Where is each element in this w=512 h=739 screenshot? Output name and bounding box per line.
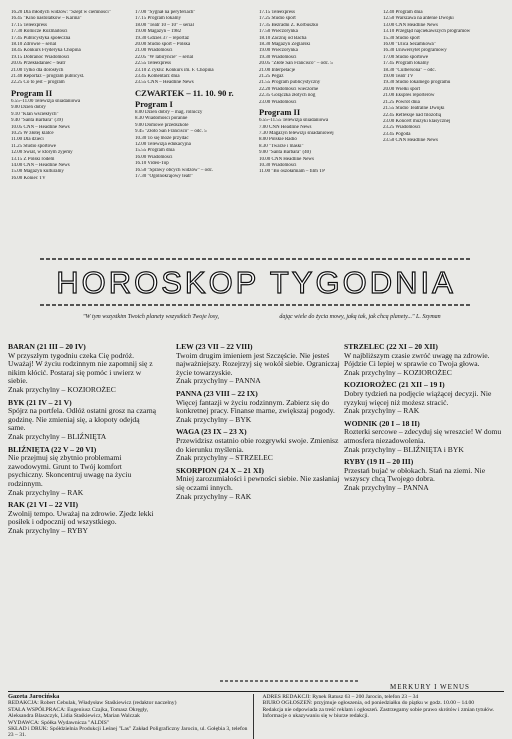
tv-listing-line: 16.30 Uniwersytet programowy xyxy=(383,48,447,54)
tv-listing-line: CZWARTEK – 11. 10. 90 r. xyxy=(135,87,234,98)
tv-column-2 xyxy=(132,10,256,263)
ornament-small xyxy=(220,678,360,684)
favorable-sign: Znak przychylny – BLIŹNIĘTA xyxy=(8,431,107,441)
zodiac-sign-name: WAGA (23 IX – 23 X) xyxy=(176,427,247,437)
tv-listing-line: Program II xyxy=(11,87,53,98)
tv-listing-line: 21.40 Reportaż – program publicyst. xyxy=(11,74,85,80)
favorable-sign: Znak przychylny – PANNA xyxy=(344,482,429,492)
masthead-right xyxy=(253,694,504,739)
tv-listing-line: 8.00 Dzień dobry – mag. rolniczy xyxy=(135,109,203,115)
zodiac-sign-name: RYBY (19 II – 20 III) xyxy=(344,457,414,467)
masthead-title: Gazeta Jarocińska xyxy=(8,693,60,700)
zodiac-sign-name: RAK (21 VI – 22 VII) xyxy=(8,500,78,510)
tv-listing-line: 23.50 CNN Headline News xyxy=(383,138,438,144)
masthead-left xyxy=(8,694,253,739)
tv-listing-line: 23.45 Pogoda xyxy=(383,131,411,137)
zodiac-entry xyxy=(344,381,504,415)
masthead-line: Informacje o ukazywaniu się w biurze redakcji. xyxy=(262,713,369,720)
tv-listing-line: 22.55 Teleexpress xyxy=(135,61,171,67)
tv-listing-line: 14.00 CNN – Headline News xyxy=(11,162,70,168)
tv-listing-line: 9.45 "Złoto San Francisco" – odc. 5 xyxy=(135,129,207,135)
horoscope-column-2 xyxy=(176,343,340,505)
tv-listing-line: 17.00 "Sygnał na peryferiach" xyxy=(135,10,196,15)
tv-listing-line: 21.00 Interpelacje xyxy=(259,67,296,73)
tv-listing-line: 10.00 CNN Headline News xyxy=(259,156,314,162)
zodiac-text: Twoim drugim imieniem jest Szczęście. Nie jesteś najważniejszy. Rozejrzyj się wokół siebie. Ograniczaj życie towarzyskie. xyxy=(176,350,340,377)
zodiac-entry xyxy=(176,428,340,462)
tv-listing-line: 17.25 Studio sport xyxy=(259,16,296,22)
zodiac-entry xyxy=(8,343,158,395)
tv-listing-line: 13.10 Przegląd najciekawszych programów xyxy=(383,29,471,35)
tv-listing-line: 10.30 To się może przydać xyxy=(135,135,189,141)
tv-listing-line: 21.00 Wiadomości xyxy=(135,48,173,54)
zodiac-sign-name: STRZELEC (22 XI – 20 XII) xyxy=(344,343,438,351)
tv-listing-line: 22.25 Co to jest – program xyxy=(11,80,65,86)
tv-listing-line: 17.15 Program lokalny xyxy=(135,16,181,22)
tv-listing-line: 23.25 Wiadomości xyxy=(383,125,421,131)
tv-listing-line: 19.00 Teatr TV xyxy=(383,74,414,80)
tv-listing-line: 6.55–11.55 Telewizja śniadaniowa xyxy=(259,118,329,124)
tv-listing-line: 17.30 "Ogólnokrajowy teatr" xyxy=(135,173,194,179)
tv-listings xyxy=(8,10,504,263)
masthead-rule xyxy=(8,691,504,692)
tv-listing-line: 21.55 Studio Teatralne Dwójki xyxy=(383,106,445,112)
tv-listing-line: 11.25 Studio sportowe xyxy=(11,143,56,149)
zodiac-sign-name: KOZIOROŻEC (21 XII – 19 I) xyxy=(344,380,445,390)
tv-listing-line: 20.05 Przekładaniec – teatr xyxy=(11,61,66,67)
zodiac-entry xyxy=(176,390,340,424)
tv-listing-line: 22.20 Wiadomości wieczorne xyxy=(259,86,319,92)
zodiac-entry xyxy=(344,343,504,377)
tv-listing-line: 10.25 W złotej klatce xyxy=(11,130,54,136)
tv-listing-line: 19.30 Gdzieś 37 – reportaż xyxy=(135,35,190,41)
tv-listing-line: 19.30 Wiadomości xyxy=(259,54,297,60)
motto-left: "W tym wszystkim Twoich planety wszystkich Twoje losy, xyxy=(83,314,219,320)
masthead-line: BIURO OGŁOSZEŃ: przyjmuje ogłoszenia, od poniedziałku do piątku w godz. 10.00 – 14.00 xyxy=(262,700,475,707)
tv-listing-line: 11.00 Dla dzieci xyxy=(11,137,44,143)
tv-listing-line: 20.05 "Złote San Francisco" – odc. 5 xyxy=(259,61,333,67)
tv-listing-line: 17.50 Wieczorynka xyxy=(259,29,298,35)
tv-listing-line: 22.45 Refleksje nad filozofią xyxy=(383,112,442,118)
tv-listing-line: 18.30 Magazyn Żeglarski xyxy=(259,42,311,48)
tv-listing-line: 10.05 CNN – Headline News xyxy=(11,124,70,130)
tv-listing-line: 21.55 Program publicystyczny xyxy=(259,80,321,86)
zodiac-sign-name: SKORPION (24 X – 21 XI) xyxy=(176,465,264,475)
zodiac-entry xyxy=(8,446,158,498)
zodiac-text: Przestań bujać w obłokach. Stań na ziemi. Nie wszyscy chcą Twojego dobra. xyxy=(344,465,486,484)
tv-listing-line: 17.45 Program lokalny xyxy=(383,61,429,67)
tv-listing-line: 7.00 CNN Headline News xyxy=(259,124,312,130)
tv-listing-line: 17.15 Teleexpress xyxy=(259,10,295,15)
tv-listing-line: 21.00 Ekspres reporterów xyxy=(383,93,435,99)
tv-listing-line: 18.45 Konkurs Fryderyka Chopina xyxy=(11,48,81,54)
tv-listing-line: 17.30 Rolnicze Rozmaitości xyxy=(11,29,68,35)
zodiac-text: Więcej fantazji w życiu rodzinnym. Zabierz się do konkretnej pracy. Finanse marne, zwiększaj pogody. xyxy=(176,397,335,416)
horoscope-authors: MERKURY I WENUS xyxy=(390,683,470,691)
zodiac-entry xyxy=(8,501,158,535)
favorable-sign: Znak przychylny – RAK xyxy=(8,487,84,497)
tv-listing-line: 21.25 Pegaz xyxy=(259,74,284,80)
favorable-sign: Znak przychylny – RAK xyxy=(344,406,420,416)
zodiac-text: Zwolnij tempo. Uważaj na zdrowie. Zjedz lekki posiłek i odpocznij od wszystkiego. xyxy=(8,508,154,527)
favorable-sign: Znak przychylny – STRZELEC xyxy=(176,453,273,463)
tv-listing-line: 9.10 "Klan wściekłych" xyxy=(11,111,59,117)
tv-listing-line: 12.00 Świat, w którym żyjemy xyxy=(11,150,73,156)
tv-column-4 xyxy=(380,10,504,263)
zodiac-sign-name: PANNA (23 VIII – 22 IX) xyxy=(176,388,258,398)
tv-listing-line: 16.45 "Kino nastolatków – Karina" xyxy=(11,16,82,22)
tv-listing-line: 18.10 Zacznij od Bacha xyxy=(259,35,307,41)
tv-listing-line: 9.00 Domowe przedszkole xyxy=(135,122,189,128)
masthead-line: Aleksandra Blaszczyk, Lidia Staśkiewicz, Marian Walczak xyxy=(8,713,140,720)
tv-listing-line: 18.00 "Teatr 10 – 10" – serial xyxy=(135,22,194,28)
tv-listing-line: 13.15 Z Polski rodem xyxy=(11,156,55,162)
tv-listing-line: 15.00 Magazyn kulturalny xyxy=(11,169,64,175)
tv-column-3 xyxy=(256,10,380,263)
tv-listing-line: 12.00 Telewizja edukacyjna xyxy=(135,141,191,147)
tv-listing-line: 16.00 Koniec TV xyxy=(11,175,46,181)
tv-listing-line: 17.35 Bezradni Z. Korbuszko xyxy=(259,22,319,28)
zodiac-entry xyxy=(344,458,504,492)
tv-listing-line: 15.55 Program dnia xyxy=(135,148,175,154)
tv-listing-line: 13.00 CNN Headline News xyxy=(383,22,438,28)
favorable-sign: Znak przychylny – KOZIOROŻEC xyxy=(8,384,116,394)
tv-listing-line: 16.00 Wiadomości xyxy=(135,154,173,160)
zodiac-sign-name: LEW (23 VII – 22 VIII) xyxy=(176,343,253,351)
tv-listing-line: 23.00 Koncert muzyki klasycznej xyxy=(383,118,451,124)
tv-listing-line: 8.00 Polskie Radio xyxy=(259,137,297,143)
tv-listing-line: 15.30 Studio sport xyxy=(383,35,420,41)
zodiac-text: Mniej zarozumiałości i pewności siebie. Nie zasłaniaj się oczami innych. xyxy=(176,474,340,492)
tv-listing-line: 22.35 Gorączka złotych nóg xyxy=(259,93,316,99)
tv-listing-line: 10.30 Wiadomości xyxy=(259,162,297,168)
tv-listing-line: Program II xyxy=(259,107,301,118)
favorable-sign: Znak przychylny – RAK xyxy=(176,491,252,501)
tv-listing-line: 21.25 Powrót dnia xyxy=(383,99,420,105)
tv-listing-line: 6.55–11.00 Telewizja śniadaniowa xyxy=(11,98,81,104)
zodiac-entry xyxy=(176,467,340,501)
masthead xyxy=(8,694,504,739)
zodiac-sign-name: BARAN (21 III – 20 IV) xyxy=(8,343,86,351)
tv-listing-line: 19.00 Wieczorynka xyxy=(259,48,298,54)
tv-listing-line: 20.00 Studio sport – Polska xyxy=(135,42,191,48)
tv-listing-line: 20.00 Wielki sport xyxy=(383,86,421,92)
zodiac-text: Przewidzisz ostatnio obie rozgrywki swoje. Zmienisz do kierunku myślenia. xyxy=(176,435,339,454)
tv-listing-line: 18.30 "Culbersona" – odc. xyxy=(383,67,436,73)
masthead-line: STAŁA WSPÓŁPRACA: Eugeniusz Czajka, Tomasz Okręgły, xyxy=(8,706,149,713)
tv-listing-line: 23.10 Z cyklu: Konkurs im. F. Chopina xyxy=(135,67,214,73)
masthead-line: WYDAWCA: Spółka Wydawnicza "ALDIS" xyxy=(8,719,110,726)
tv-listing-line: 22.05 "W labiryncie" – serial xyxy=(135,54,194,60)
tv-listing-line: 17.15 Teleexpress xyxy=(11,22,47,28)
tv-listing-line: 16.10 Video-Top xyxy=(135,161,169,167)
zodiac-entry xyxy=(8,399,158,442)
tv-listing-line: 23.45 Komentarz dnia xyxy=(135,74,180,80)
zodiac-entry xyxy=(176,343,340,386)
tv-listing-line: 21.00 Tylko dla dorosłych xyxy=(11,67,64,73)
horoscope-title: HOROSKOP TYGODNIA xyxy=(56,265,456,300)
tv-column-1 xyxy=(8,10,132,263)
tv-listing-line: 9.00 Dzień dobry xyxy=(11,105,46,111)
zodiac-sign-name: WODNIK (20 I – 18 II) xyxy=(344,418,420,428)
zodiac-text: Rozterki sercowe – zdecyduj się wreszcie! W domu atmosfera niezadowolenia. xyxy=(344,427,502,445)
tv-listing-line: 23.00 Wiadomości xyxy=(259,99,297,105)
tv-listing-line: 8.30 Wiadomości poranne xyxy=(135,116,188,122)
zodiac-text: W przyszłym tygodniu czeka Cię podróż. Uważaj! W życiu rodzinnym nie zapomnij się z nikim kłócić. Postaraj się pomóc i uwierz w siebie. xyxy=(8,350,153,386)
tv-listing-line: 12.40 Program dnia xyxy=(383,10,423,15)
ornament-bottom xyxy=(40,302,472,308)
horoscope-column-3 xyxy=(344,343,504,497)
zodiac-text: Nie przejmuj się zbytnio problemami zawodowymi. Grunt to Twój komfort psychiczny. Skoncentruj uwagę na życiu rodzinnym. xyxy=(8,453,132,488)
zodiac-text: Dobry tydzień na podjęcie wiążącej decyzji. Nie ryzykuj więcej niż możesz stracić. xyxy=(344,388,492,407)
zodiac-sign-name: BYK (21 IV – 21 V) xyxy=(8,397,72,407)
tv-listing-line: 16.00 "Ulica Sezamkowa" xyxy=(383,42,436,48)
zodiac-text: W najbliższym czasie zwróć uwagę na zdrowie. Pójdzie Ci lepiej w sprawie co Twoja głowa. xyxy=(344,350,490,369)
horoscope-column-1 xyxy=(8,343,158,539)
tv-listing-line: 16.20 Dla młodych widzów: "Szept w ciemności" xyxy=(11,10,111,15)
tv-listing-line: Program I xyxy=(135,98,173,109)
tv-listing-line: 19.15 Dobranoc Wiadomości xyxy=(11,54,70,60)
tv-listing-line: 16.50 "Sprawy obcych widzów" – odc. xyxy=(135,167,214,173)
ornament-top xyxy=(40,256,472,262)
masthead-line: Redakcja nie odpowiada za treść reklam i ogłoszeń. Zastrzegamy sobie prawo skrótów i zmian tytułów. xyxy=(262,706,495,713)
masthead-line: REDAKCJA: Robert Cebulak, Władysław Staśkiewicz (redaktor naczelny) xyxy=(8,700,177,707)
tv-listing-line: 17.45 Publicystyka społeczna xyxy=(11,35,71,41)
zodiac-sign-name: BLIŹNIĘTA (22 V – 20 VI) xyxy=(8,444,97,454)
motto-right: dając wiele do życia mowy, jaką tak, jak chcą planety..." L. Szyman xyxy=(279,314,441,320)
tv-listing-line: 9.40 "Santa Barbara" (39) xyxy=(11,118,63,124)
tv-listing-line: 19.00 Magazyn – 1982 xyxy=(135,29,182,35)
tv-listing-line: 11.00 "Bo oszołamiam – film TP xyxy=(259,169,325,175)
favorable-sign: Znak przychylny – KOZIOROŻEC xyxy=(344,367,452,377)
favorable-sign: Znak przychylny – BYK xyxy=(176,414,252,424)
tv-listing-line: 17.00 Studio sportowe xyxy=(383,54,429,60)
masthead-line: ADRES REDAKCJI: Rynek Ratusz 63 – 200 Jarocin, telefon 23 – 34 xyxy=(262,694,419,700)
favorable-sign: Znak przychylny – BLIŹNIĘTA i BYK xyxy=(344,444,464,454)
tv-listing-line: 12.50 Warszawa na antenie Dwójki xyxy=(383,16,454,22)
tv-listing-line: 8.30 "Twarze i maski" xyxy=(259,143,304,149)
zodiac-entry xyxy=(344,420,504,454)
tv-listing-line: 18.10 Zdrowie – serial xyxy=(11,42,57,48)
tv-listing-line: 23.55 CNN – Headline News xyxy=(135,80,194,86)
favorable-sign: Znak przychylny – RYBY xyxy=(8,525,88,535)
tv-listing-line: 9.00 "Santa Barbara" (40) xyxy=(259,150,311,156)
tv-listing-line: 19.30 Studio lokalnego programu xyxy=(383,80,451,86)
favorable-sign: Znak przychylny – PANNA xyxy=(176,376,261,386)
tv-listing-line: 7.30 Magazyn telewizji śniadaniowej xyxy=(259,130,334,136)
zodiac-text: Spójrz na portfela. Odłóż ostatni grosz na czarną godzinę. Nie zmieniaj się, a kłopoty odejdą same. xyxy=(8,406,157,433)
masthead-line: SKŁAD i DRUK: Spółdzielnia Produkcji Leśnej "Las" Zakład Poligraficzny Jarocin, ul. Gołębia 3, telefon 23 – 31. xyxy=(8,726,248,739)
